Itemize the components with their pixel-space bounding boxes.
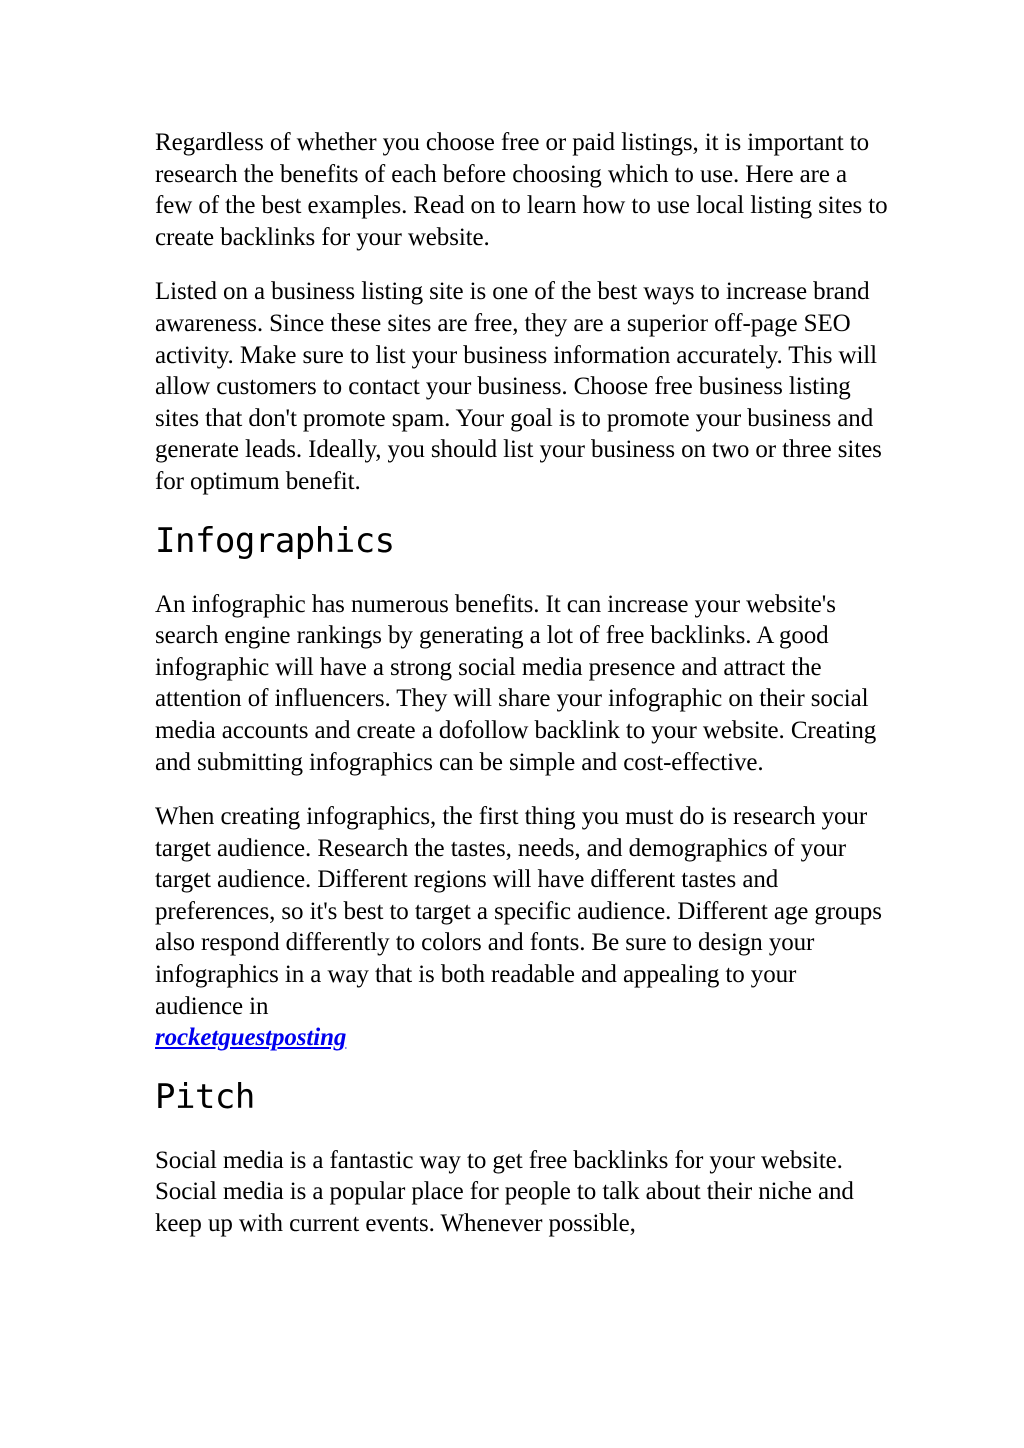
infographics-paragraph-1: An infographic has numerous benefits. It can increase your website's search engine rankings by generating a lot of free backlinks. A good infographic will have a strong social media presence and attract the attention of influencers. They will share your infographic on their social media accounts and create a dofollow backlink to your website. Creating and submitting infographics can be simple and cost-effective. bbox=[155, 590, 877, 776]
infographics-paragraph-2-text: When creating infographics, the first thing you must do is research your target audience. Research the tastes, needs, and demographics of your target audience. Different regions will have different tastes and preferences, so it's best to target a specific audience. Different age groups also respond differently to colors and fonts. Be sure to design your infographics in a way that is both readable and appealing to your audience in bbox=[155, 803, 882, 1020]
section-heading-pitch: Pitch bbox=[155, 1076, 255, 1117]
intro-paragraph-2: Listed on a business listing site is one of the best ways to increase brand awareness. Since these sites are free, they are a superior off-page SEO activity. Make sure to list your business information accurately. This will allow customers to contact your business. Choose free business listing sites that don't promote spam. Your goal is to promote your business and generate leads. Ideally, you should list your business on two or three sites for optimum benefit. bbox=[155, 278, 882, 495]
document-page bbox=[155, 127, 890, 1263]
pitch-paragraph-1: Social media is a fantastic way to get free backlinks for your website. Social media is a popular place for people to talk about their niche and keep up with current events. Whenever possible, bbox=[155, 1146, 854, 1238]
section-heading-infographics: Infographics bbox=[155, 520, 395, 561]
rocketguestposting-link[interactable]: rocketguestposting bbox=[155, 1024, 347, 1052]
intro-paragraph-1: Regardless of whether you choose free or paid listings, it is important to research the benefits of each before choosing which to use. Here are a few of the best examples. Read on to learn how to use local listing sites to create backlinks for your website. bbox=[155, 129, 888, 251]
infographics-paragraph-2 bbox=[155, 801, 890, 1054]
